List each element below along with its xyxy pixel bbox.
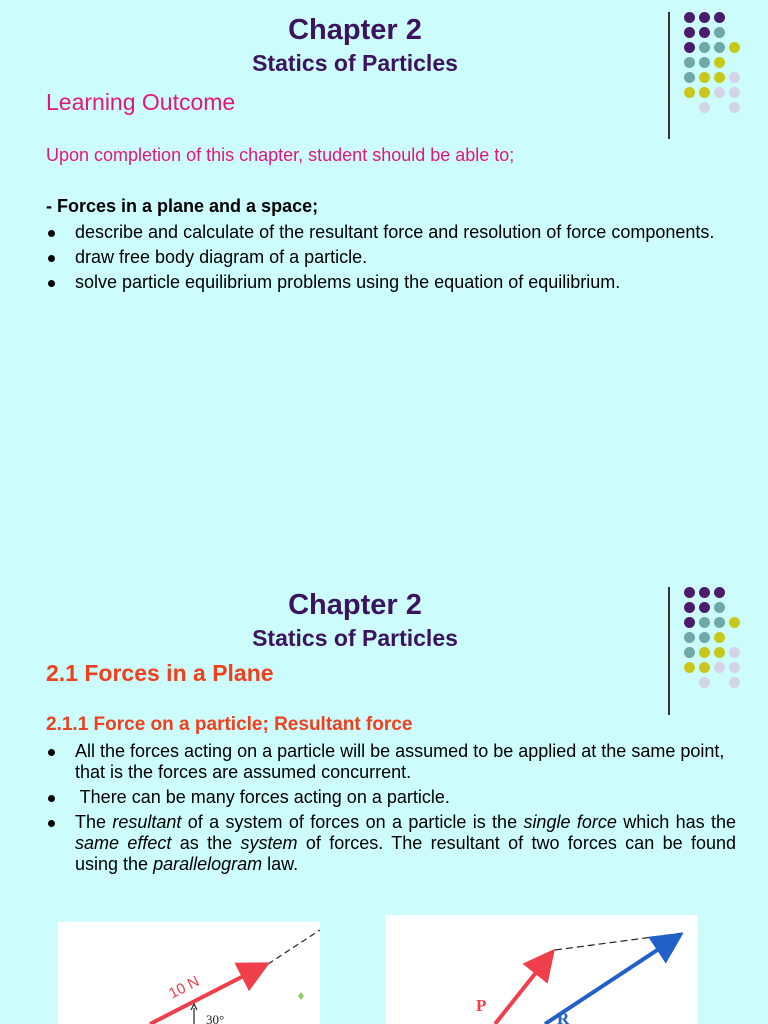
dot bbox=[714, 647, 725, 658]
dot bbox=[684, 617, 695, 628]
force-diagram-svg bbox=[58, 922, 320, 1024]
section-heading: 2.1 Forces in a Plane bbox=[46, 660, 274, 686]
dot bbox=[729, 677, 740, 688]
marker-diamond-icon bbox=[298, 992, 304, 1000]
dot bbox=[699, 587, 710, 598]
dot bbox=[684, 87, 695, 98]
dot bbox=[714, 662, 725, 673]
chapter-title: Chapter 2 bbox=[288, 14, 422, 46]
dot bbox=[684, 57, 695, 68]
dot bbox=[699, 677, 710, 688]
dot bbox=[699, 72, 710, 83]
label-r: R bbox=[557, 1009, 570, 1024]
slide-2 bbox=[0, 575, 768, 1024]
dot bbox=[714, 632, 725, 643]
dot bbox=[714, 57, 725, 68]
subsection-heading: 2.1.1 Force on a particle; Resultant force bbox=[46, 714, 413, 735]
dot bbox=[729, 102, 740, 113]
list-item: All the forces acting on a particle will be assumed to be applied at the same point, that is the forces are assumed concurrent. bbox=[46, 741, 736, 783]
dot bbox=[729, 87, 740, 98]
emphasis-resultant: resultant bbox=[112, 812, 182, 832]
dot bbox=[729, 42, 740, 53]
learning-outcome-intro: Upon completion of this chapter, student should be able to; bbox=[46, 145, 515, 165]
dot bbox=[684, 42, 695, 53]
text-run: law. bbox=[262, 854, 299, 874]
dot bbox=[729, 647, 740, 658]
chapter-title: Chapter 2 bbox=[288, 589, 422, 621]
dot bbox=[699, 102, 710, 113]
label-p: P bbox=[476, 996, 487, 1015]
chapter-subtitle: Statics of Particles bbox=[252, 50, 458, 76]
line-of-action bbox=[268, 930, 320, 964]
dot bbox=[714, 27, 725, 38]
chapter-subtitle: Statics of Particles bbox=[252, 625, 458, 651]
list-item: solve particle equilibrium problems using the equation of equilibrium. bbox=[46, 272, 736, 293]
dot bbox=[729, 72, 740, 83]
list-item: draw free body diagram of a particle. bbox=[46, 247, 736, 268]
dot bbox=[699, 617, 710, 628]
parallelogram-figure bbox=[385, 915, 698, 1024]
text-run: which has the bbox=[616, 812, 736, 832]
force-label: 10 N bbox=[166, 972, 203, 1003]
dot bbox=[699, 662, 710, 673]
decorative-divider bbox=[668, 12, 670, 139]
dot bbox=[699, 27, 710, 38]
dot bbox=[699, 42, 710, 53]
dot bbox=[684, 632, 695, 643]
dot bbox=[684, 647, 695, 658]
dot bbox=[699, 87, 710, 98]
dot bbox=[699, 12, 710, 23]
dot bbox=[699, 602, 710, 613]
emphasis-parallelogram: parallelogram bbox=[153, 854, 263, 874]
dot bbox=[684, 12, 695, 23]
text-run: of forces. The resultant of two forces can be found using the bbox=[75, 833, 736, 874]
outcome-list bbox=[46, 222, 736, 297]
force-p-arrow bbox=[495, 955, 550, 1024]
angle-label: 30° bbox=[206, 1012, 225, 1024]
dot bbox=[699, 632, 710, 643]
content-list bbox=[46, 741, 736, 879]
list-item: describe and calculate of the resultant force and resolution of force components. bbox=[46, 222, 736, 243]
emphasis-single-force: single force bbox=[523, 812, 617, 832]
section-heading: - Forces in a plane and a space; bbox=[46, 196, 319, 216]
dot bbox=[714, 72, 725, 83]
dot bbox=[684, 662, 695, 673]
text-run: of a system of forces on a particle is the bbox=[181, 812, 524, 832]
parallelogram-svg bbox=[385, 915, 698, 1024]
list-item: There can be many forces acting on a particle. bbox=[46, 787, 736, 808]
emphasis-system: system bbox=[240, 833, 298, 853]
text-run: as the bbox=[171, 833, 241, 853]
text-run: The bbox=[75, 812, 113, 832]
dot bbox=[684, 27, 695, 38]
decorative-divider bbox=[668, 587, 670, 715]
dot bbox=[729, 617, 740, 628]
dot bbox=[684, 587, 695, 598]
dot bbox=[714, 617, 725, 628]
dot bbox=[684, 602, 695, 613]
dot bbox=[729, 662, 740, 673]
dot bbox=[714, 587, 725, 598]
dot bbox=[714, 87, 725, 98]
dot bbox=[699, 647, 710, 658]
learning-outcome-heading: Learning Outcome bbox=[46, 89, 236, 115]
force-diagram-figure bbox=[58, 922, 320, 1024]
dot bbox=[684, 72, 695, 83]
dot bbox=[714, 42, 725, 53]
list-item bbox=[46, 812, 736, 875]
dot bbox=[714, 12, 725, 23]
emphasis-same-effect: same effect bbox=[75, 833, 172, 853]
dot bbox=[714, 602, 725, 613]
dot bbox=[699, 57, 710, 68]
